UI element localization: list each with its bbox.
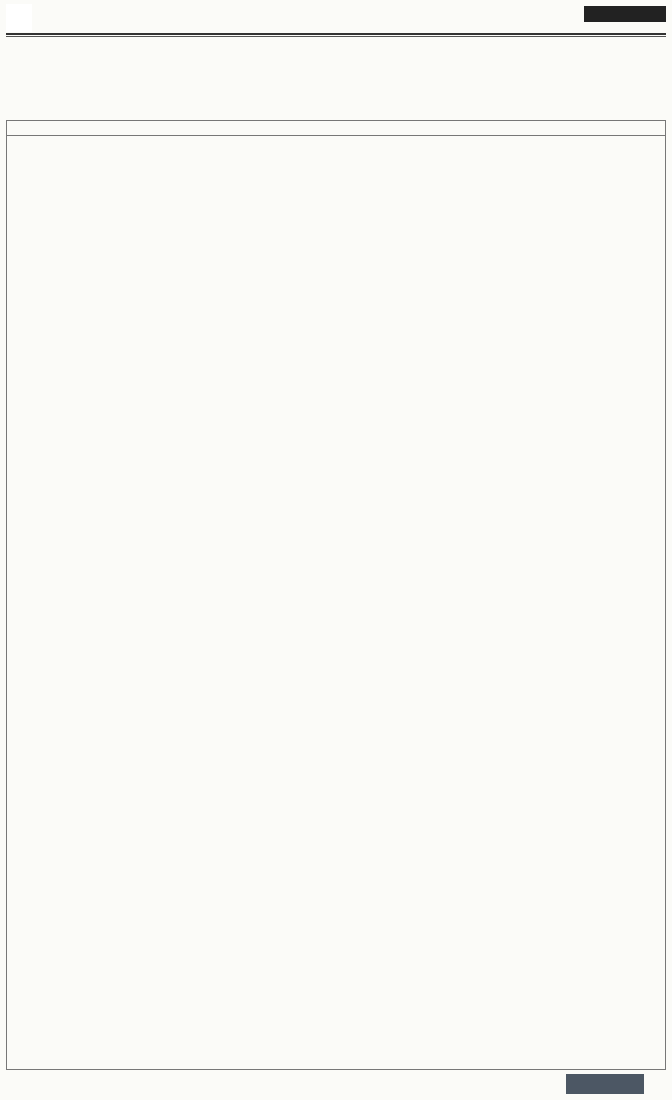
page-footer bbox=[6, 1074, 666, 1096]
footer-logo bbox=[566, 1074, 644, 1094]
petition-table bbox=[6, 120, 666, 1070]
header-rule-thin bbox=[6, 36, 666, 37]
table-header bbox=[7, 121, 665, 136]
header-rule bbox=[6, 33, 666, 35]
newspaper-logo bbox=[584, 6, 666, 22]
page-header bbox=[6, 4, 666, 32]
page-number bbox=[6, 4, 32, 32]
